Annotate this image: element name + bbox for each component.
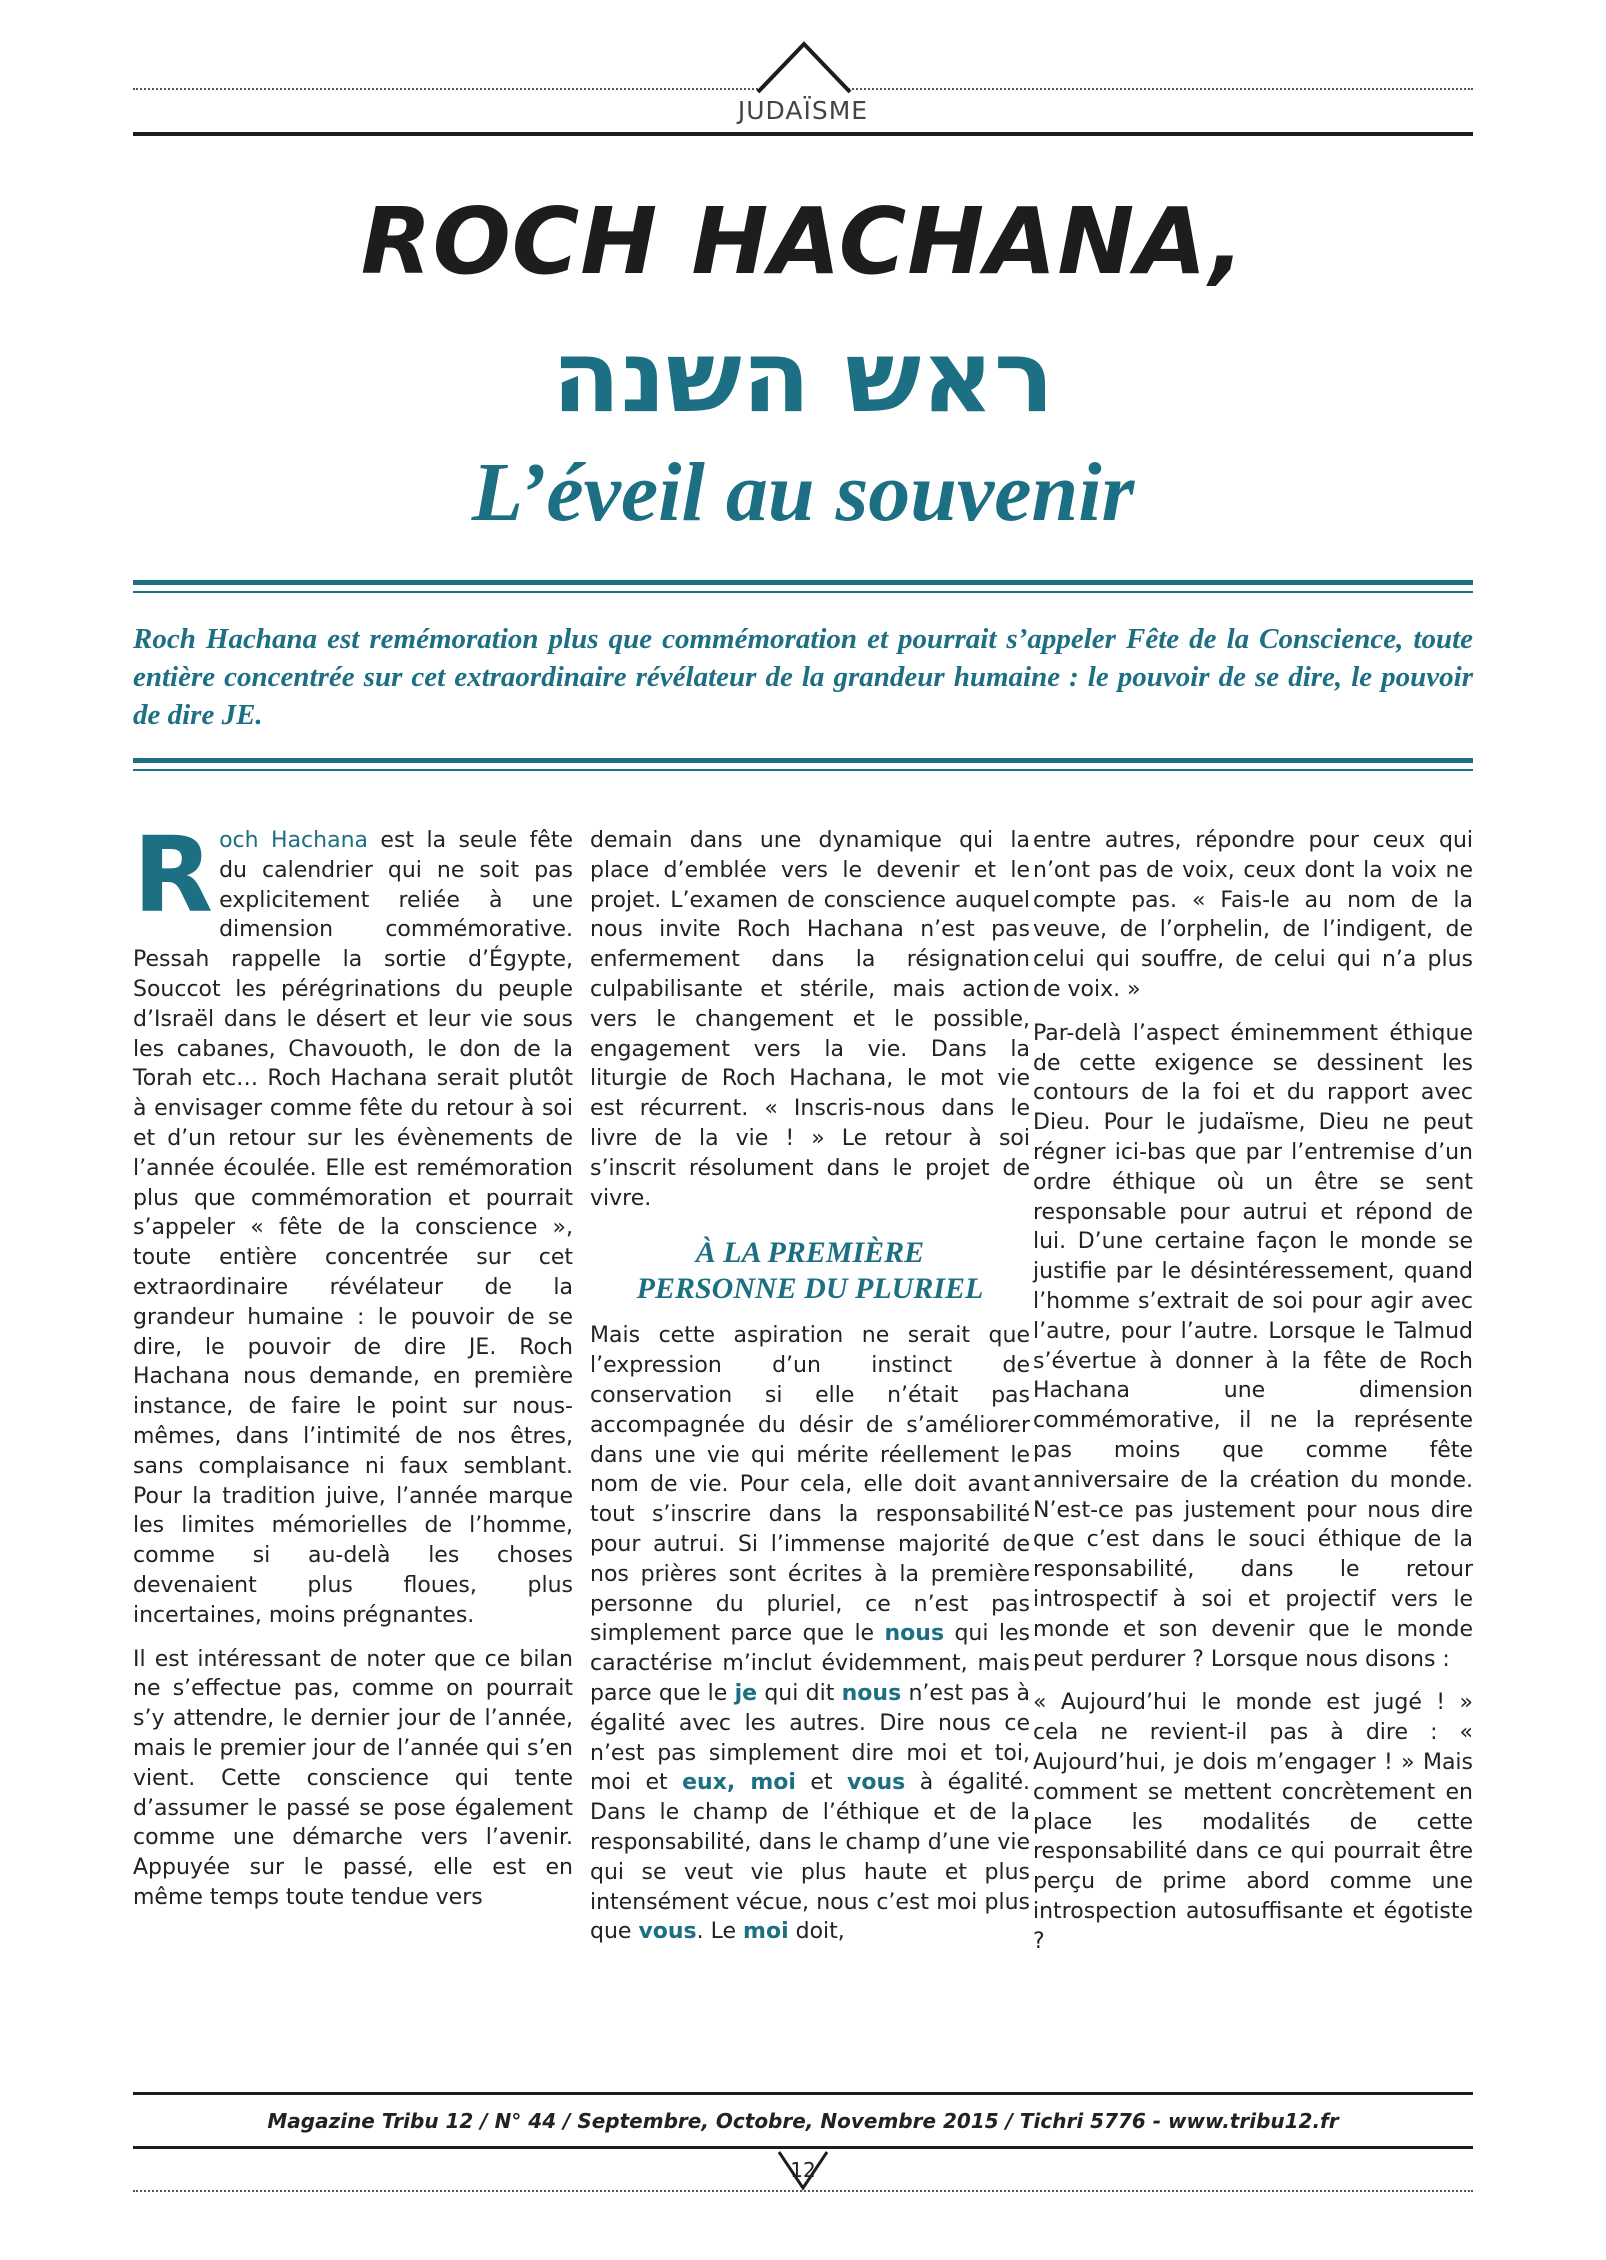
lede-top-rule-thick [133, 580, 1473, 585]
section-label: JUDAÏSME [737, 96, 869, 125]
text-run: qui les caractérise m’inclut évidemment, mais parce que le [590, 1621, 1031, 1706]
lede-bottom-rule-thin [133, 769, 1473, 771]
article-title: ROCH HACHANA, [360, 188, 1246, 295]
footer-bottom-rule [133, 2146, 1473, 2149]
article-column-3 [1033, 826, 1473, 1970]
keyword-vous: vous [638, 1919, 697, 1945]
column-1-paragraph-1 [133, 814, 573, 1631]
text-run: qui dit [757, 1680, 842, 1706]
column-3-paragraph-2: Par-delà l’aspect éminemment éthique de cette exigence se dessinent les contours de la foi et du rapport avec Dieu. Pour le judaïsme, Dieu ne peut régner ici-bas que par l’entremise d’un ordre éthique où un être se sent responsable pour autrui et répond de lui. D’une certaine façon le monde se justifie par le désintéressement, quand l’homme s’extrait de soi pour agir avec l’autre, pour l’autre. Lorsque le Talmud s’évertue à donner à la fête de Roch Hachana une dimension commémorative, il ne la représente pas moins que comme fête anniversaire de la création du monde. N’est-ce pas justement pour nous dire que c’est dans le souci éthique de la responsabilité, dans le retour introspectif à soi et projectif vers le monde et son devenir que le monde peut perdurer ? Lorsque nous disons : [1033, 1020, 1473, 1672]
subheading-line-1: À LA PREMIÈRE [695, 1236, 925, 1270]
lede-top-rule-thin [133, 591, 1473, 593]
subheading-line-2: PERSONNE DU PLURIEL [636, 1272, 984, 1306]
text-run: . Le [696, 1919, 744, 1945]
hebrew-title: ראש השנה [551, 318, 1055, 435]
lede-bottom-rule-thick [133, 758, 1473, 763]
keyword-eux-moi: eux, moi [682, 1770, 796, 1796]
lede-paragraph: Roch Hachana est remémoration plus que commémoration et pourrait s’appeler Fête de la Conscience, toute entière concentrée sur cet extraordinaire révélateur de la grandeur humaine : le pouvoir de se dire, le pouvoir de dire JE. [133, 623, 1473, 731]
text-run: et [795, 1770, 848, 1796]
article-column-1 [133, 814, 573, 1927]
text-run: doit, [788, 1919, 845, 1945]
header-solid-rule [133, 132, 1473, 136]
text-run: à égalité. Dans le champ de l’éthique et de la responsabilité, dans le champ d’une vie qui se veut vie plus haute et plus intensément vécue, nous c’est moi plus que [590, 1770, 1031, 1945]
footer-credits: Magazine Tribu 12 / N° 44 / Septembre, Octobre, Novembre 2015 / Tichri 5776 - www.tribu12.fr [267, 2109, 1339, 2133]
footer-top-rule [133, 2092, 1473, 2095]
keyword-vous: vous [847, 1770, 906, 1796]
text-run: Mais cette aspiration ne serait que l’expression d’un instinct de conservation si elle n’était pas accompagnée du désir de s’améliorer dans une vie qui mérite réellement le nom de vie. Pour cela, elle doit avant tout s’inscrire dans la responsabilité pour autrui. Si l’immense majorité de nos prières sont écrites à la première personne du pluriel, ce n’est pas simplement parce que le [590, 1323, 1030, 1647]
column-2-paragraph-2 [590, 1321, 1030, 1947]
section-subheading [590, 1235, 1030, 1307]
column-1-paragraph-1-text: est la seule fête du calendrier qui ne soit pas explicitement reliée à une dimension commémorative. Pessah rappelle la sortie d’Égypte, Souccot les pérégrinations du peuple d’Israël dans le désert et leur vie sous les cabanes, Chavouoth, le don de la Torah etc… Roch Hachana serait plutôt à envisager comme fête du retour à soi et d’un retour sur les évènements de l’année écoulée. Elle est remémoration plus que commémoration et pourrait s’appeler « fête de la conscience », toute entière concentrée sur cet extraordinaire révélateur de la grandeur humaine : le pouvoir de se dire, le pouvoir de dire JE. Roch Hachana nous demande, en première instance, de faire le point sur nous-mêmes, dans l’intimité de nos êtres, sans complaisance ni faux semblant. Pour la tradition juive, l’année marque les limites mémorielles de l’homme, comme si au-delà les choses devenaient plus floues, plus incertaines, moins prégnantes. [133, 828, 573, 1628]
column-3-paragraph-1: entre autres, répondre pour ceux qui n’ont pas de voix, ceux dont la voix ne compte pas. « Fais-le au nom de la veuve, de l’orphelin, de l’indigent, de celui qui souffre, de celui qui n’a plus de voix. » [1033, 828, 1473, 1002]
keyword-je: je [734, 1680, 758, 1706]
keyword-nous: nous [841, 1680, 902, 1706]
page-number: 12 [790, 2158, 816, 2182]
keyword-roch-hachana: och Hachana [219, 828, 368, 853]
article-subtitle: L’éveil au souvenir [471, 446, 1135, 539]
header-triangle-ornament [754, 38, 854, 96]
text-run: n’est pas à égalité avec les autres. Dire nous ce n’est pas simplement dire moi et toi, moi et [590, 1680, 1030, 1796]
drop-cap: R [133, 814, 214, 936]
article-column-2 [590, 826, 1030, 1961]
keyword-nous: nous [884, 1621, 945, 1647]
footer-dotted-rule [133, 2190, 1473, 2192]
column-1-paragraph-2: Il est intéressant de noter que ce bilan ne s’effectue pas, comme on pourrait s’y attendre, le dernier jour de l’année, mais le premier jour de l’année qui s’en vient. Cette conscience qui tente d’assumer le passé se pose également comme une démarche vers l’avenir. Appuyée sur le passé, elle est en même temps toute tendue vers [133, 1646, 573, 1910]
column-2-paragraph-1: demain dans une dynamique qui la place d’emblée vers le devenir et le projet. L’examen de conscience auquel nous invite Roch Hachana n’est pas enfermement dans la résignation culpabilisante et stérile, mais action vers le changement et le possible, engagement vers la vie. Dans la liturgie de Roch Hachana, le mot vie est récurrent. « Inscris-nous dans le livre de la vie ! » Le retour à soi s’inscrit résolument dans le projet de vivre. [590, 828, 1030, 1211]
keyword-moi: moi [743, 1919, 789, 1945]
column-3-paragraph-3: « Aujourd’hui le monde est jugé ! » cela ne revient-il pas à dire : « Aujourd’hui, je dois m’engager ! » Mais comment se mettent concrètement en place les modalités de cette responsabilité dans ce qui pourrait être perçu de prime abord comme une introspection autosuffisante et égotiste ? [1033, 1690, 1473, 1954]
